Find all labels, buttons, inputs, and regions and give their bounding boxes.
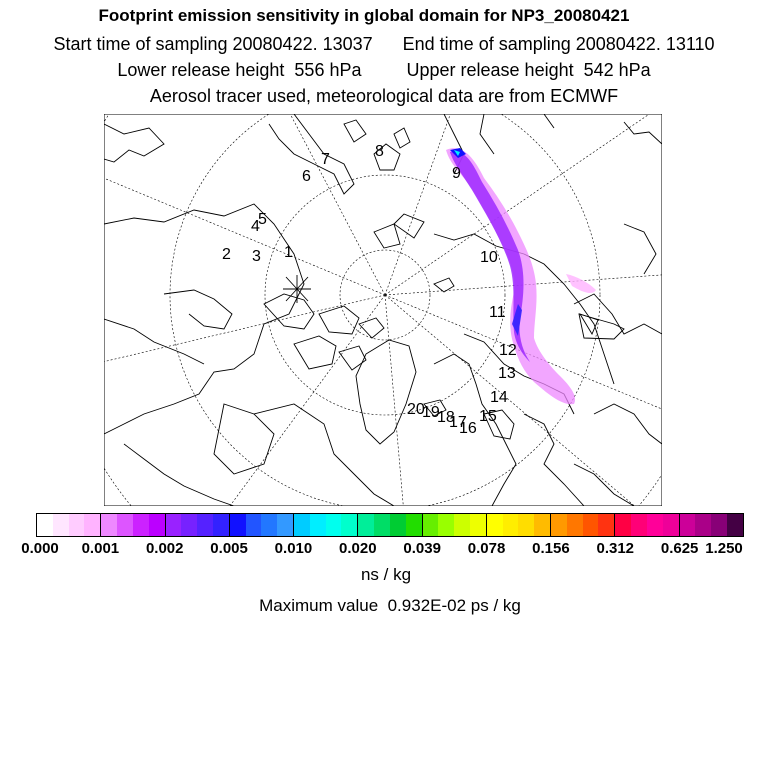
colorbar	[36, 513, 744, 537]
colorbar-segment	[293, 514, 310, 536]
colorbar-segment	[583, 514, 599, 536]
colorbar-segment	[454, 514, 470, 536]
trajectory-label: 11	[489, 304, 506, 321]
colorbar-segment	[711, 514, 727, 536]
trajectory-label: 1	[284, 244, 293, 261]
colorbar-tick-label: 1.250	[705, 540, 743, 557]
colorbar-segment	[181, 514, 197, 536]
colorbar-segment	[550, 514, 567, 536]
colorbar-segment	[69, 514, 85, 536]
colorbar-segment	[341, 514, 357, 536]
colorbar-tick-label: 0.039	[403, 540, 441, 557]
colorbar-tick-label: 0.625	[660, 540, 699, 557]
colorbar-segment	[567, 514, 583, 536]
colorbar-segment	[246, 514, 262, 536]
trajectory-label: 14	[490, 389, 508, 406]
colorbar-segment	[614, 514, 631, 536]
colorbar-segment	[84, 514, 100, 536]
trajectory-label: 13	[498, 365, 516, 382]
colorbar-segment	[213, 514, 229, 536]
colorbar-segment	[277, 514, 293, 536]
release-height-line: Lower release height 556 hPa Upper release height 542 hPa	[117, 60, 651, 80]
trajectory-label: 2	[222, 246, 231, 263]
colorbar-segment	[149, 514, 165, 536]
colorbar-segment	[197, 514, 213, 536]
trajectory-label: 4	[251, 218, 260, 235]
trajectory-label: 20	[407, 401, 425, 418]
colorbar-segment	[470, 514, 486, 536]
colorbar-segment	[598, 514, 614, 536]
colorbar-segment	[727, 514, 743, 536]
colorbar-segment	[229, 514, 246, 536]
colorbar-segment	[133, 514, 149, 536]
trajectory-label: 19	[422, 404, 440, 421]
colorbar-tick-label: 0.001	[81, 540, 120, 557]
colorbar-segment	[647, 514, 663, 536]
trajectory-label: 12	[499, 342, 517, 359]
colorbar-segment	[406, 514, 422, 536]
trajectory-label: 16	[459, 420, 477, 437]
colorbar-segment	[390, 514, 406, 536]
colorbar-segment	[422, 514, 439, 536]
trajectory-label: 17	[449, 414, 467, 431]
colorbar-tick-label: 0.002	[145, 540, 184, 557]
trajectory-label: 5	[258, 211, 267, 228]
trajectory-label: 3	[252, 248, 261, 265]
colorbar-tick-label: 0.005	[210, 540, 248, 557]
sampling-time-line: Start time of sampling 20080422. 13037 End time of sampling 20080422. 13110	[53, 34, 715, 54]
colorbar-tick-label: 0.312	[596, 540, 635, 557]
colorbar-segment	[534, 514, 550, 536]
colorbar-segment	[261, 514, 277, 536]
colorbar-segment	[165, 514, 182, 536]
map-title: Footprint emission sensitivity in global domain for NP3_20080421	[98, 6, 630, 25]
colorbar-tick-label: 0.010	[274, 540, 313, 557]
colorbar-segment	[503, 514, 519, 536]
colorbar-segment	[310, 514, 326, 536]
colorbar-unit: ns / kg	[360, 565, 412, 584]
colorbar-segment	[326, 514, 342, 536]
polar-map	[104, 114, 662, 506]
colorbar-segment	[53, 514, 69, 536]
trajectory-label: 15	[479, 408, 497, 425]
trajectory-label: 8	[375, 143, 384, 160]
colorbar-segment	[100, 514, 117, 536]
colorbar-segment	[518, 514, 534, 536]
colorbar-segment	[679, 514, 696, 536]
colorbar-segment	[117, 514, 133, 536]
colorbar-segment	[631, 514, 647, 536]
trajectory-label: 6	[302, 168, 311, 185]
colorbar-segment	[37, 514, 53, 536]
colorbar-tick-label: 0.156	[532, 540, 570, 557]
colorbar-tick-label: 0.020	[339, 540, 377, 557]
tracer-info-line: Aerosol tracer used, meteorological data are from ECMWF	[149, 86, 619, 106]
colorbar-segment	[695, 514, 711, 536]
colorbar-segment	[486, 514, 503, 536]
trajectory-label: 9	[452, 165, 461, 182]
trajectory-label: 10	[480, 249, 498, 266]
maximum-value: Maximum value 0.932E-02 ps / kg	[259, 596, 521, 615]
colorbar-segment	[438, 514, 454, 536]
colorbar-segment	[374, 514, 390, 536]
colorbar-segment	[663, 514, 679, 536]
colorbar-tick-label: 0.078	[467, 540, 506, 557]
colorbar-tick-label: 0.000	[21, 540, 59, 557]
trajectory-label: 18	[437, 409, 455, 426]
trajectory-label: 7	[321, 151, 330, 168]
colorbar-segment	[357, 514, 374, 536]
